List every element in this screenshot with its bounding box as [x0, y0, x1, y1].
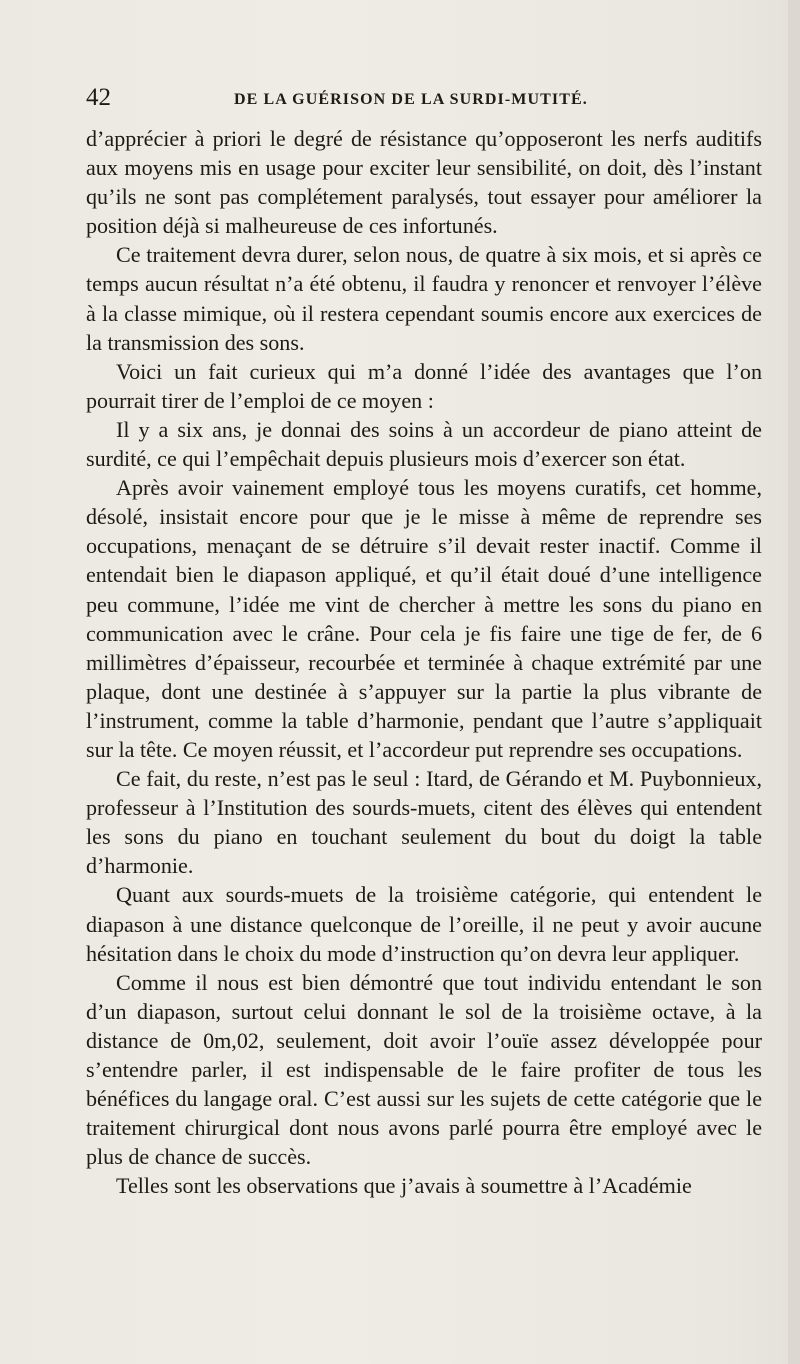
- paragraph: Voici un fait curieux qui m’a donné l’idée des avantages que l’on pourrait tirer de l’emploi de ce moyen :: [86, 358, 762, 413]
- paragraph: Après avoir vainement employé tous les moyens curatifs, cet homme, désolé, insistait encore pour que je le misse à même de reprendre ses occupations, menaçant de se détruire s’il devait rester inactif. Comme il entendait bien le diapason appliqué, et qu’il était doué d’une intelligence peu commune, l’idée me vint de chercher à mettre les sons du piano en communication avec le crâne. Pour cela je fis faire une tige de fer, de 6 millimètres d’épaisseur, recourbée et terminée à chaque extrémité par une plaque, dont une destinée à s’appuyer sur la partie la plus vibrante de l’instrument, comme la table d’harmonie, pendant que l’autre s’appliquait sur la tête. Ce moyen réussit, et l’accordeur put reprendre ses occupations.: [86, 475, 762, 762]
- paragraph: Il y a six ans, je donnai des soins à un accordeur de piano atteint de surdité, ce qui l’empêchait depuis plusieurs mois d’exercer son état.: [86, 416, 762, 472]
- paragraph: Telles sont les observations que j’avais à soumettre à l’Académie: [116, 1173, 692, 1199]
- page-header: [86, 84, 766, 116]
- body-text: [86, 124, 762, 1200]
- paragraph: Comme il nous est bien démontré que tout individu entendant le son d’un diapason, surtout celui donnant le sol de la troisième octave, à la distance de 0m,02, seulement, doit avoir l’ouïe assez développée pour s’entendre parler, il est indispensable de le faire profiter de tous les bénéfices du langage oral. C’est aussi sur les sujets de cette catégorie que le traitement chirurgical dont nous avons parlé pourra être employé avec le plus de chance de succès.: [86, 969, 762, 1170]
- running-title: DE LA GUÉRISON DE LA SURDI-MUTITÉ.: [234, 91, 588, 108]
- paragraph: Quant aux sourds-muets de la troisième catégorie, qui entendent le diapason à une distance quelconque de l’oreille, il ne peut y avoir aucune hésitation dans le choix du mode d’instruction qu’on devra leur appliquer.: [86, 882, 762, 966]
- paragraph: Ce traitement devra durer, selon nous, de quatre à six mois, et si après ce temps aucun résultat n’a été obtenu, il faudra y renoncer et renvoyer l’élève à la classe mimique, où il restera cependant soumis encore aux exercices de la transmission des sons.: [86, 242, 762, 355]
- page-number: 42: [86, 84, 111, 111]
- page-edge: [788, 0, 800, 1364]
- paragraph: d’apprécier à priori le degré de résistance qu’opposeront les nerfs auditifs aux moyens mis en usage pour exciter leur sensibilité, on doit, dès l’instant qu’ils ne sont pas complétement paralysés, tout essayer pour améliorer la position déjà si malheureuse de ces infortunés.: [86, 126, 762, 239]
- paragraph: Ce fait, du reste, n’est pas le seul : Itard, de Gérando et M. Puybonnieux, professeur à l’Institution des sourds-muets, citent des élèves qui entendent les sons du piano en touchant seulement du bout du doigt la table d’harmonie.: [86, 766, 762, 879]
